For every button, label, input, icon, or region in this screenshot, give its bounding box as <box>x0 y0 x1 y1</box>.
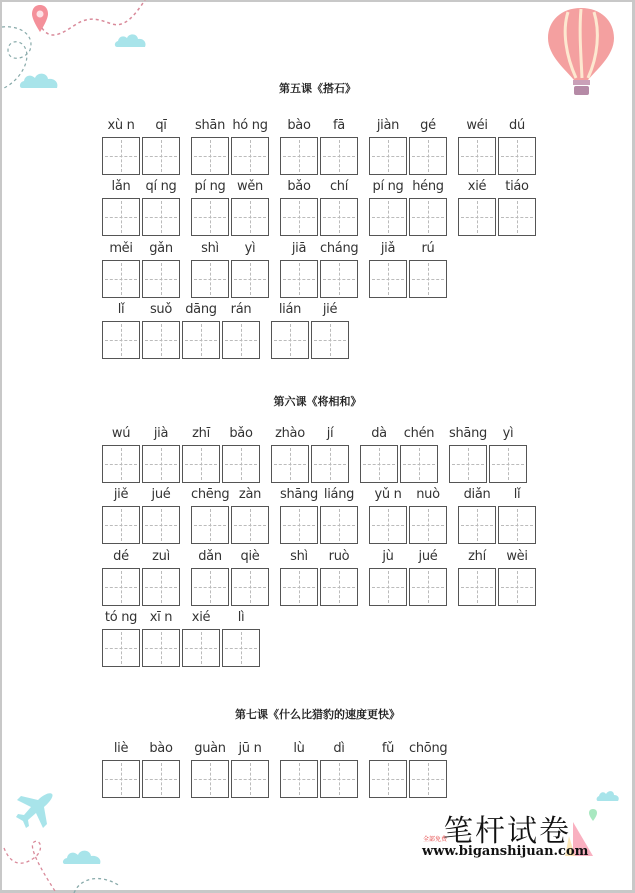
writing-box[interactable] <box>222 629 260 667</box>
map-pin-icon <box>588 808 598 822</box>
pinyin-label: xù n <box>107 118 135 133</box>
writing-box[interactable] <box>102 321 140 359</box>
writing-box[interactable] <box>369 760 407 798</box>
writing-box[interactable] <box>369 568 407 606</box>
lesson-title: 第七课《什么比猎豹的速度更快》 <box>235 708 400 721</box>
pinyin-row <box>0 241 635 301</box>
writing-box[interactable] <box>182 321 220 359</box>
writing-box[interactable] <box>280 137 318 175</box>
pinyin-label: ruò <box>328 549 350 564</box>
pinyin-row <box>0 741 635 801</box>
lesson-title: 第六课《将相和》 <box>273 395 362 408</box>
writing-box[interactable] <box>458 198 496 236</box>
pinyin-label: zuì <box>152 549 170 564</box>
writing-box[interactable] <box>449 445 487 483</box>
writing-box[interactable] <box>280 568 318 606</box>
pinyin-label: lián <box>278 302 302 317</box>
writing-box[interactable] <box>142 506 180 544</box>
writing-box[interactable] <box>142 568 180 606</box>
pinyin-label: bào <box>287 118 311 133</box>
pinyin-label: gǎn <box>149 241 173 256</box>
writing-box[interactable] <box>458 568 496 606</box>
lesson-title: 第五课《搭石》 <box>279 82 356 95</box>
pinyin-label: tó ng <box>104 610 138 625</box>
pinyin-label: wèi <box>506 549 528 564</box>
pinyin-label: zhào <box>275 426 305 441</box>
writing-box[interactable] <box>311 445 349 483</box>
writing-box[interactable] <box>102 760 140 798</box>
writing-box[interactable] <box>102 260 140 298</box>
writing-box[interactable] <box>142 198 180 236</box>
pinyin-label: héng <box>412 179 444 194</box>
pinyin-label: qiè <box>240 549 260 564</box>
writing-box[interactable] <box>222 445 260 483</box>
pinyin-label: jià <box>153 426 169 441</box>
pinyin-label: lǐ <box>513 487 521 502</box>
pinyin-label: chén <box>403 426 435 441</box>
writing-box[interactable] <box>320 506 358 544</box>
writing-box[interactable] <box>102 506 140 544</box>
pinyin-label: chí <box>329 179 349 194</box>
pinyin-label: jué <box>418 549 438 564</box>
pinyin-label: lǐ <box>117 302 125 317</box>
writing-box[interactable] <box>142 137 180 175</box>
writing-box[interactable] <box>280 198 318 236</box>
writing-box[interactable] <box>191 506 229 544</box>
free-tag: 全部免费 <box>423 836 448 843</box>
writing-box[interactable] <box>458 506 496 544</box>
pinyin-row <box>0 302 635 362</box>
writing-box[interactable] <box>409 506 447 544</box>
writing-box[interactable] <box>231 137 269 175</box>
writing-box[interactable] <box>222 321 260 359</box>
pinyin-label: liè <box>113 741 129 756</box>
pinyin-label: rú <box>421 241 435 256</box>
pinyin-label: zhí <box>468 549 486 564</box>
cloud-icon <box>114 31 148 49</box>
pinyin-label: jū n <box>238 741 262 756</box>
writing-box[interactable] <box>498 568 536 606</box>
pinyin-label: shān <box>194 118 226 133</box>
pinyin-label: rán <box>230 302 252 317</box>
pinyin-label: jué <box>151 487 171 502</box>
writing-box[interactable] <box>498 137 536 175</box>
writing-box[interactable] <box>142 760 180 798</box>
writing-box[interactable] <box>320 568 358 606</box>
pinyin-label: pí ng <box>194 179 226 194</box>
pinyin-row <box>0 118 635 178</box>
pinyin-label: jiǎ <box>380 241 396 256</box>
writing-box[interactable] <box>280 760 318 798</box>
writing-box[interactable] <box>311 321 349 359</box>
pinyin-label: shāng <box>280 487 318 502</box>
writing-box[interactable] <box>498 198 536 236</box>
writing-box[interactable] <box>369 137 407 175</box>
writing-box[interactable] <box>142 445 180 483</box>
writing-box[interactable] <box>409 198 447 236</box>
pinyin-label: zàn <box>238 487 262 502</box>
writing-box[interactable] <box>231 506 269 544</box>
pinyin-label: bào <box>149 741 173 756</box>
pinyin-label: dì <box>333 741 345 756</box>
pinyin-label: dǎn <box>198 549 222 564</box>
pinyin-label: yì <box>502 426 514 441</box>
pinyin-label: lì <box>237 610 245 625</box>
writing-box[interactable] <box>369 260 407 298</box>
pinyin-label: lù <box>293 741 305 756</box>
writing-box[interactable] <box>320 198 358 236</box>
writing-box[interactable] <box>142 321 180 359</box>
pinyin-label: fǔ <box>381 741 395 756</box>
writing-box[interactable] <box>191 260 229 298</box>
pinyin-label: chōng <box>409 741 448 756</box>
writing-box[interactable] <box>191 198 229 236</box>
pinyin-row <box>0 549 635 609</box>
writing-box[interactable] <box>489 445 527 483</box>
pinyin-label: wěn <box>237 179 263 194</box>
pinyin-label: jiā <box>291 241 307 256</box>
writing-box[interactable] <box>409 260 447 298</box>
writing-box[interactable] <box>400 445 438 483</box>
pinyin-label: bǎo <box>229 426 253 441</box>
writing-box[interactable] <box>142 260 180 298</box>
pinyin-label: jiě <box>113 487 129 502</box>
pinyin-row <box>0 426 635 486</box>
writing-box[interactable] <box>231 568 269 606</box>
writing-box[interactable] <box>271 445 309 483</box>
writing-box[interactable] <box>320 760 358 798</box>
pinyin-label: liáng <box>323 487 355 502</box>
pinyin-row <box>0 610 635 670</box>
pinyin-label: shāng <box>449 426 487 441</box>
pinyin-label: tiáo <box>505 179 529 194</box>
pinyin-label: yǔ n <box>374 487 402 502</box>
writing-box[interactable] <box>231 760 269 798</box>
pinyin-label: jí <box>326 426 334 441</box>
writing-box[interactable] <box>280 260 318 298</box>
writing-box[interactable] <box>409 137 447 175</box>
pinyin-label: yì <box>244 241 256 256</box>
brand-url: www.biganshijuan.com <box>422 844 589 859</box>
pinyin-label: guàn <box>194 741 226 756</box>
writing-box[interactable] <box>498 506 536 544</box>
writing-box[interactable] <box>458 137 496 175</box>
pinyin-label: qī <box>155 118 167 133</box>
pinyin-label: diǎn <box>463 487 491 502</box>
pinyin-label: wéi <box>466 118 488 133</box>
pinyin-label: shì <box>201 241 219 256</box>
pinyin-label: dà <box>371 426 387 441</box>
pinyin-label: shì <box>290 549 308 564</box>
writing-box[interactable] <box>182 445 220 483</box>
pinyin-label: jiàn <box>376 118 400 133</box>
pinyin-label: chēng <box>191 487 230 502</box>
pinyin-label: jù <box>382 549 394 564</box>
pinyin-label: dāng <box>185 302 217 317</box>
writing-box[interactable] <box>102 629 140 667</box>
writing-box[interactable] <box>280 506 318 544</box>
brand-logo: 笔杆试卷 <box>443 814 571 849</box>
writing-box[interactable] <box>369 506 407 544</box>
writing-box[interactable] <box>231 198 269 236</box>
pinyin-label: hó ng <box>232 118 268 133</box>
pinyin-label: bǎo <box>287 179 311 194</box>
writing-box[interactable] <box>102 137 140 175</box>
pinyin-row <box>0 487 635 547</box>
pinyin-label: xié <box>191 610 211 625</box>
writing-box[interactable] <box>142 629 180 667</box>
dashed-path-decoration <box>0 838 130 893</box>
pinyin-label: dé <box>113 549 129 564</box>
writing-box[interactable] <box>409 568 447 606</box>
writing-box[interactable] <box>191 760 229 798</box>
writing-box[interactable] <box>320 137 358 175</box>
pinyin-label: lǎn <box>111 179 131 194</box>
pinyin-label: qí ng <box>145 179 177 194</box>
writing-box[interactable] <box>102 445 140 483</box>
pinyin-label: xī n <box>149 610 173 625</box>
pinyin-label: fā <box>333 118 345 133</box>
pinyin-label: suǒ <box>149 302 173 317</box>
pinyin-label: měi <box>109 241 133 256</box>
pinyin-label: cháng <box>320 241 359 256</box>
pinyin-label: pí ng <box>372 179 404 194</box>
writing-box[interactable] <box>369 198 407 236</box>
writing-box[interactable] <box>231 260 269 298</box>
writing-box[interactable] <box>191 137 229 175</box>
writing-box[interactable] <box>102 198 140 236</box>
writing-box[interactable] <box>360 445 398 483</box>
writing-box[interactable] <box>182 629 220 667</box>
pinyin-label: jié <box>322 302 338 317</box>
pinyin-label: xié <box>467 179 487 194</box>
pinyin-label: nuò <box>416 487 440 502</box>
writing-box[interactable] <box>320 260 358 298</box>
pinyin-label: wú <box>111 426 131 441</box>
pinyin-row <box>0 179 635 239</box>
writing-box[interactable] <box>191 568 229 606</box>
writing-box[interactable] <box>271 321 309 359</box>
writing-box[interactable] <box>102 568 140 606</box>
pinyin-label: dú <box>509 118 525 133</box>
writing-box[interactable] <box>409 760 447 798</box>
pinyin-label: zhī <box>192 426 210 441</box>
pinyin-label: gé <box>420 118 436 133</box>
